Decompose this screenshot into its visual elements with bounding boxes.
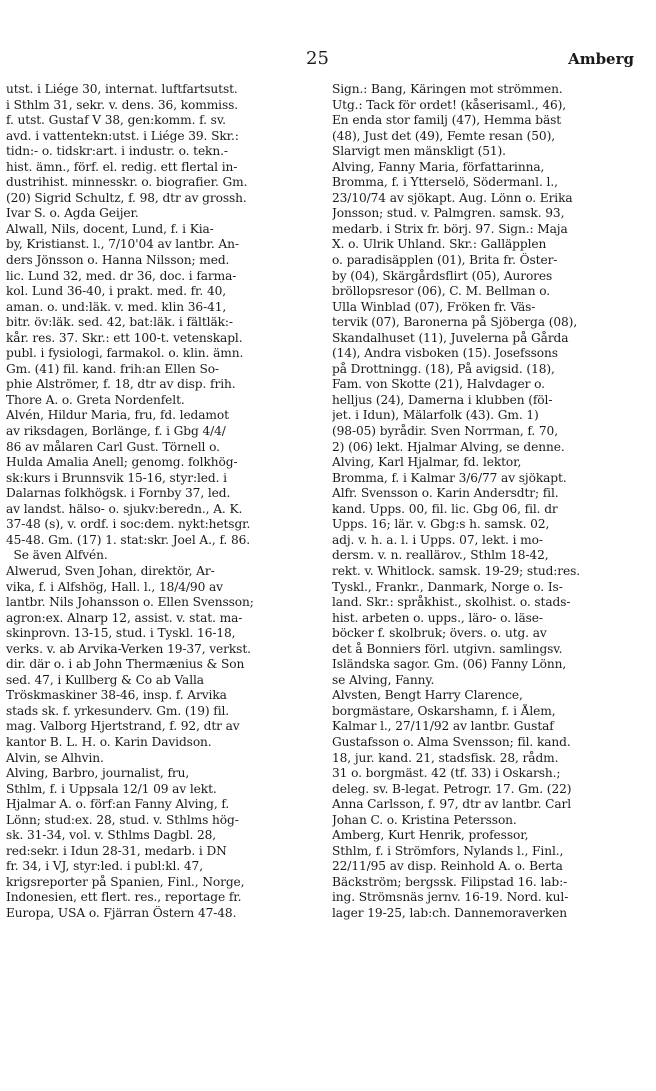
text-line: lantbr. Nils Johansson o. Ellen Svensson; (6, 595, 254, 610)
text-line: ing. Strömsnäs jernv. 16-19. Nord. kul- (332, 890, 569, 905)
text-line: 23/10/74 av sjökapt. Aug. Lönn o. Erika (332, 190, 573, 205)
text-line: jet. i Idun), Mälarfolk (43). Gm. 1) (332, 408, 539, 423)
text-line: Utg.: Tack för ordet! (kåserisaml., 46), (332, 97, 567, 112)
text-line: En enda stor familj (47), Hemma bäst (332, 113, 562, 128)
text-line: (98-05) byrådir. Sven Norrman, f. 70, (332, 424, 558, 439)
text-line: kand. Upps. 00, fil. lic. Gbg 06, fil. dr (332, 501, 558, 516)
text-line: Johan C. o. Kristina Petersson. (332, 812, 517, 827)
text-line: o. paradisäpplen (01), Brita fr. Öster- (332, 253, 558, 268)
text-line: Fam. von Skotte (21), Halvdager o. (332, 377, 545, 392)
text-line: sk:kurs i Brunnsvik 15-16, styr:led. i (6, 470, 227, 485)
text-line: f. utst. Gustaf V 38, gen:komm. f. sv. (6, 113, 226, 128)
text-line: 86 av målaren Carl Gust. Törnell o. (6, 439, 220, 454)
text-line: se Alving, Fanny. (332, 672, 435, 687)
text-line: Alvsten, Bengt Harry Clarence, (332, 688, 523, 703)
text-line: 45-48. Gm. (17) 1. stat:skr. Joel A., f. 86. (6, 532, 251, 547)
text-line: publ. i fysiologi, farmakol. o. klin. ämn. (6, 346, 244, 361)
text-line: Europa, USA o. Fjärran Östern 47-48. (6, 905, 237, 920)
text-line: adj. v. h. a. l. i Upps. 07, lekt. i mo- (332, 532, 543, 547)
text-line: verks. v. ab Arvika-Verken 19-37, verkst. (6, 641, 251, 656)
text-line: phie Alströmer, f. 18, dtr av disp. frih. (6, 377, 236, 392)
text-line: rekt. v. Whitlock. samsk. 19-29; stud:res. (332, 563, 581, 578)
text-line: bitr. öv:läk. sed. 42, bat:läk. i fältläk:- (6, 315, 233, 330)
text-line: 31 o. borgmäst. 42 (tf. 33) i Oskarsh.; (332, 766, 561, 781)
text-line: Ulla Winblad (07), Fröken fr. Väs- (332, 299, 536, 314)
text-line: fr. 34, i VJ, styr:led. i publ:kl. 47, (6, 859, 203, 874)
text-line: av landst. hälso- o. sjukv:beredn., A. K. (6, 501, 243, 516)
text-line: Sthlm, f. i Uppsala 12/1 09 av lekt. (6, 781, 217, 796)
text-line: Hulda Amalia Anell; genomg. folkhög- (6, 455, 238, 470)
text-line: dustrihist. minnesskr. o. biografier. Gm. (6, 175, 248, 190)
text-line: Ivar S. o. Agda Geijer. (6, 206, 139, 221)
text-line: Alwerud, Sven Johan, direktör, Ar- (6, 563, 215, 578)
text-line: 37-48 (s), v. ordf. i soc:dem. nykt:hetsgr. (6, 517, 251, 532)
text-line: Bäckström; bergssk. Filipstad 16. lab:- (332, 874, 568, 889)
text-line: lic. Lund 32, med. dr 36, doc. i farma- (6, 268, 237, 283)
text-line: Alving, Fanny Maria, författarinna, (332, 159, 545, 174)
text-line: kol. Lund 36-40, i prakt. med. fr. 40, (6, 284, 227, 299)
text-line: mag. Valborg Hjertstrand, f. 92, dtr av (6, 719, 240, 734)
text-line: Anna Carlsson, f. 97, dtr av lantbr. Carl (332, 797, 572, 812)
text-line: Upps. 16; lär. v. Gbg:s h. samsk. 02, (332, 517, 550, 532)
text-line: av riksdagen, Borlänge, f. i Gbg 4/4/ (6, 424, 226, 439)
text-line: Alfr. Svensson o. Karin Andersdtr; fil. (332, 486, 559, 501)
text-line: sed. 47, i Kullberg & Co ab Valla (6, 672, 204, 687)
text-line: Jonsson; stud. v. Palmgren. samsk. 93, (332, 206, 565, 221)
text-line: agron:ex. Alnarp 12, assist. v. stat. ma- (6, 610, 243, 625)
text-line: X. o. Ulrik Uhland. Skr.: Galläpplen (332, 237, 547, 252)
text-line: helljus (24), Damerna i klubben (föl- (332, 392, 553, 407)
text-line: red:sekr. i Idun 28-31, medarb. i DN (6, 843, 227, 858)
text-line: det å Bonniers förl. utgivn. samlingsv. (332, 641, 563, 656)
text-line: dersm. v. n. reallärov., Sthlm 18-42, (332, 548, 549, 563)
text-line: aman. o. und:läk. v. med. klin 36-41, (6, 299, 227, 314)
text-line: Hjalmar A. o. förf:an Fanny Alving, f. (6, 797, 230, 812)
text-line: Alving, Barbro, journalist, fru, (6, 766, 190, 781)
text-line: lager 19-25, lab:ch. Dannemoraverken (332, 905, 567, 920)
text-line: 18, jur. kand. 21, stadsfisk. 28, rådm. (332, 750, 559, 765)
text-line: land. Skr.: språkhist., skolhist. o. stads- (332, 595, 571, 610)
page-header (0, 48, 656, 72)
page-number: 25 (306, 48, 329, 69)
text-line: Kalmar l., 27/11/92 av lantbr. Gustaf (332, 719, 554, 734)
text-line: kantor B. L. H. o. Karin Davidson. (6, 734, 212, 749)
text-line: Sthlm, f. i Strömfors, Nylands l., Finl., (332, 843, 564, 858)
text-line: Tröskmaskiner 38-46, insp. f. Arvika (6, 688, 227, 703)
text-line: (20) Sigrid Schultz, f. 98, dtr av grossh. (6, 190, 247, 205)
text-line: Amberg, Kurt Henrik, professor, (332, 828, 529, 843)
text-line: Alvén, Hildur Maria, fru, fd. ledamot (6, 408, 229, 423)
right-column (332, 82, 650, 922)
text-line: 2) (06) lekt. Hjalmar Alving, se denne. (332, 439, 565, 454)
text-line: Slarvigt men mänskligt (51). (332, 144, 506, 159)
running-head: Amberg (568, 50, 634, 68)
text-line: by, Kristianst. l., 7/10'04 av lantbr. An- (6, 237, 239, 252)
text-line: vika, f. i Alfshög, Hall. l., 18/4/90 av (6, 579, 223, 594)
text-line: i Sthlm 31, sekr. v. dens. 36, kommiss. (6, 97, 239, 112)
text-line: Alving, Karl Hjalmar, fd. lektor, (332, 455, 522, 470)
text-line: utst. i Liége 30, internat. luftfartsutst. (6, 82, 238, 96)
text-line: Bromma, f. i Kalmar 3/6/77 av sjökapt. (332, 470, 567, 485)
text-line: Skandalhuset (11), Juvelerna på Gårda (332, 330, 569, 345)
text-line: Bromma, f. i Ytterselö, Södermanl. l., (332, 175, 558, 190)
text-line: (14), Andra visboken (15). Josefssons (332, 346, 558, 361)
text-line: Isländska sagor. Gm. (06) Fanny Lönn, (332, 657, 567, 672)
text-line: medarb. i Strix fr. börj. 97. Sign.: Maja (332, 221, 568, 236)
text-line: skinprovn. 13-15, stud. i Tyskl. 16-18, (6, 626, 236, 641)
text-line: Tyskl., Frankr., Danmark, Norge o. Is- (332, 579, 563, 594)
text-line: hist. ämn., förf. el. redig. ett flertal in- (6, 159, 238, 174)
text-line: Se även Alfvén. (6, 548, 108, 563)
text-line: Alwall, Nils, docent, Lund, f. i Kia- (6, 221, 214, 236)
text-line: Sign.: Bang, Käringen mot strömmen. (332, 82, 563, 96)
text-line: Gustafsson o. Alma Svensson; fil. kand. (332, 734, 571, 749)
text-line: 22/11/95 av disp. Reinhold A. o. Berta (332, 859, 563, 874)
text-line: ders Jönsson o. Hanna Nilsson; med. (6, 253, 230, 268)
text-line: hist. arbeten o. upps., läro- o. läse- (332, 610, 543, 625)
text-line: deleg. sv. B-legat. Petrogr. 17. Gm. (22) (332, 781, 572, 796)
text-line: krigsreporter på Spanien, Finl., Norge, (6, 874, 245, 889)
text-line: tervik (07), Baronerna på Sjöberga (08), (332, 315, 578, 330)
text-line: Gm. (41) fil. kand. frih:an Ellen So- (6, 361, 219, 376)
text-line: böcker f. skolbruk; övers. o. utg. av (332, 626, 547, 641)
text-line: (48), Just det (49), Femte resan (50), (332, 128, 555, 143)
left-column (6, 82, 324, 922)
text-line: sk. 31-34, vol. v. Sthlms Dagbl. 28, (6, 828, 217, 843)
text-line: Indonesien, ett flert. res., reportage fr. (6, 890, 242, 905)
text-line: Lönn; stud:ex. 28, stud. v. Sthlms hög- (6, 812, 239, 827)
text-line: borgmästare, Oskarshamn, f. i Ålem, (332, 703, 556, 718)
text-line: stads sk. f. yrkesunderv. Gm. (19) fil. (6, 703, 230, 718)
text-line: avd. i vattentekn:utst. i Liége 39. Skr.: (6, 128, 239, 143)
text-line: bröllopsresor (06), C. M. Bellman o. (332, 284, 551, 299)
text-line: Alvin, se Alhvin. (6, 750, 104, 765)
text-line: på Drottningg. (18), På avigsid. (18), (332, 361, 555, 376)
text-line: by (04), Skärgårdsflirt (05), Aurores (332, 268, 553, 283)
text-line: tidn:- o. tidskr:art. i industr. o. tekn.- (6, 144, 228, 159)
text-line: dir. där o. i ab John Thermænius & Son (6, 657, 245, 672)
text-line: Dalarnas folkhögsk. i Fornby 37, led. (6, 486, 231, 501)
text-line: Thore A. o. Greta Nordenfelt. (6, 392, 185, 407)
text-line: kår. res. 37. Skr.: ett 100-t. vetenskapl. (6, 330, 243, 345)
